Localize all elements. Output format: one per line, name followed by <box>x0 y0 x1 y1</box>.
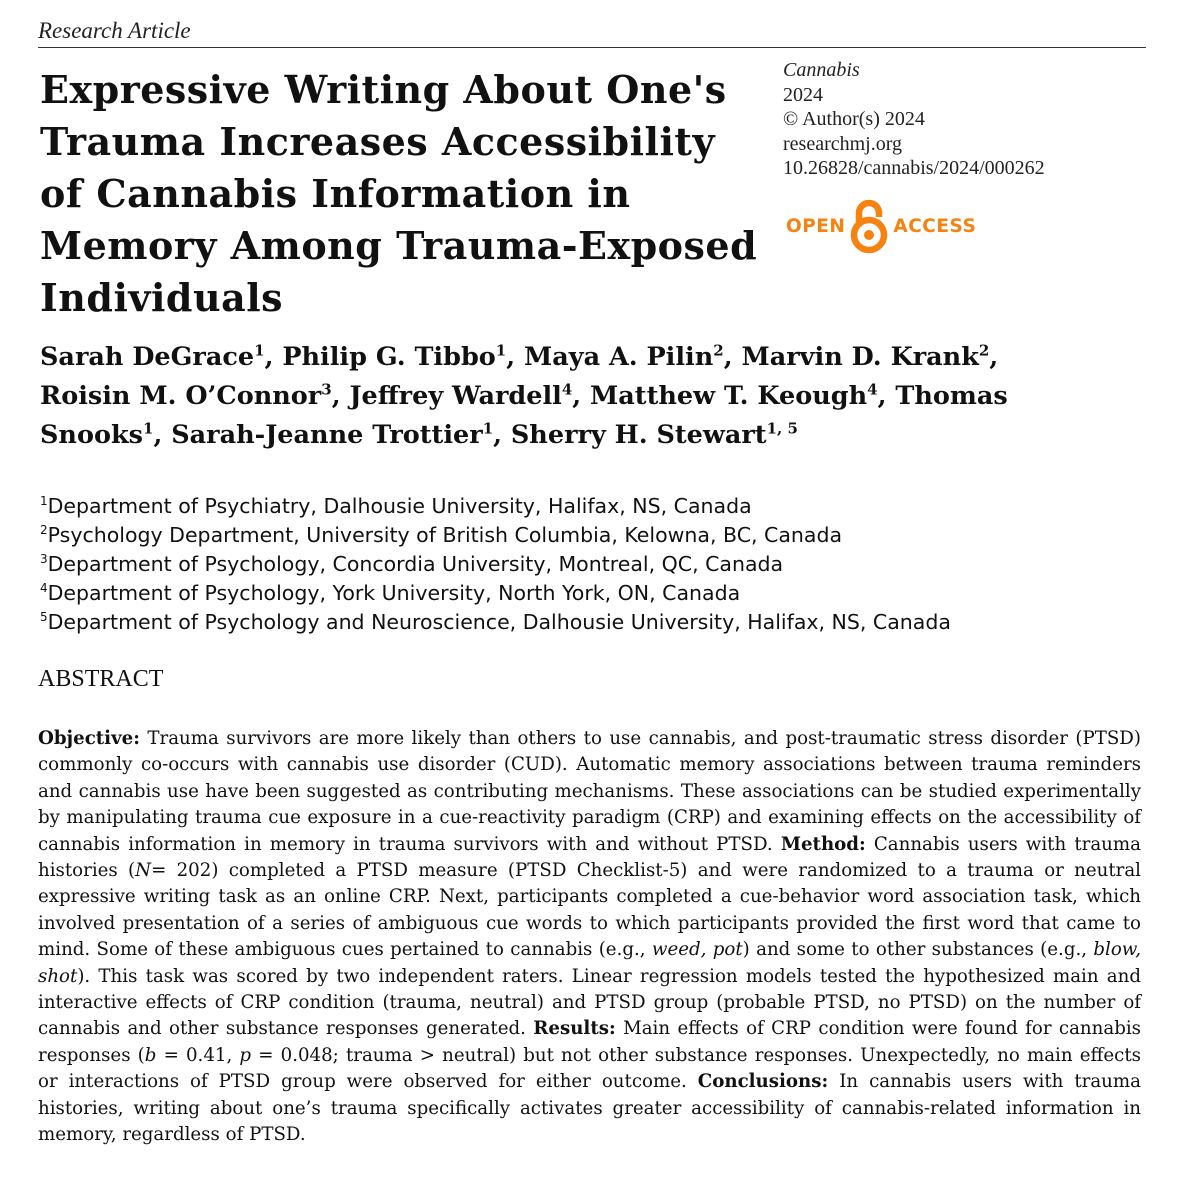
abstract-body <box>38 726 1141 1149</box>
results-text: Main effects of CRP condition were found for cannabis responses ( <box>38 1018 1141 1066</box>
method-text: Cannabis users with trauma histories ( <box>38 833 1141 882</box>
affiliation-number: 1 <box>40 494 48 509</box>
author-name: Roisin M. O’Connor <box>40 381 322 411</box>
affiliation-number: 2 <box>40 523 48 538</box>
author-affiliation-marker: 3 <box>321 380 332 399</box>
b-symbol: b <box>144 1044 157 1066</box>
method-text: ). This task was scored by two independent raters. Linear regression models tested the hypothesized main and interactive effects of CRP condition (trauma, neutral) and PTSD group (probable PTSD, no PTSD) on the number of cannabis and other substance responses generated. <box>38 965 1141 1040</box>
affiliation-text: Department of Psychiatry, Dalhousie University, Halifax, NS, Canada <box>47 494 752 518</box>
affiliation-item <box>40 550 951 579</box>
author-separator: , <box>989 342 999 372</box>
author-name: Sherry H. Stewart <box>510 420 767 450</box>
n-symbol: N <box>135 860 152 882</box>
author-name: Thomas Snooks <box>40 381 1008 450</box>
article-title: Expressive Writing About One's Trauma Increases Accessibility of Cannabis Information in Memory Among Trauma-Exposed Individuals <box>40 67 758 320</box>
author-name: Marvin D. Krank <box>741 342 979 372</box>
header-rule <box>38 47 1146 48</box>
affiliation-text: Department of Psychology and Neuroscience, Dalhousie University, Halifax, NS, Canada <box>47 610 951 634</box>
objective-text: Trauma survivors are more likely than others to use cannabis, and post-traumatic stress disorder (PTSD) commonly co-occurs with cannabis use disorder (CUD). Automatic memory associations between trauma reminders and cannabis use have been suggested as contributing mechanisms. These associations can be studied experimentally by manipulating trauma cue exposure in a cue-reactivity paradigm (CRP) and examining effects on the accessibility of cannabis information in memory in trauma survivors with and without PTSD. <box>38 728 1141 855</box>
abstract-heading: ABSTRACT <box>38 666 164 692</box>
affiliation-number: 5 <box>40 610 48 625</box>
affiliation-text: Department of Psychology, York University, North York, ON, Canada <box>47 581 741 605</box>
author-separator: , <box>493 420 511 450</box>
author-separator: , <box>877 381 896 411</box>
author-name: Maya A. Pilin <box>524 342 714 372</box>
author-affiliation-marker: 1 <box>482 419 494 438</box>
author-name: Matthew T. Keough <box>590 381 868 411</box>
author-affiliation-marker: 1, 5 <box>766 419 798 438</box>
journal-info <box>783 58 1045 181</box>
author-affiliation-marker: 2 <box>978 341 990 360</box>
doi[interactable]: 10.26828/cannabis/2024/000262 <box>783 157 1045 179</box>
affiliation-text: Department of Psychology, Concordia University, Montreal, QC, Canada <box>47 552 784 576</box>
method-text: ) and some to other substances (e.g., <box>742 939 1088 961</box>
open-access-label-left: OPEN <box>786 215 846 237</box>
results-text: = 0.41, <box>163 1044 233 1066</box>
method-text: = 202) completed a PTSD measure (PTSD Checklist-5) and were randomized to a trauma or neutral expressive writing task as an online CRP. Next, participants completed a cue-behavior word association task, which involved presentation of a series of ambiguous cue words to which participants provided the first word that came to mind. Some of these ambiguous cues pertained to cannabis (e.g., <box>38 860 1141 961</box>
affiliation-list <box>40 492 951 637</box>
affiliation-item <box>40 608 951 637</box>
journal-website[interactable]: researchmj.org <box>783 132 903 155</box>
affiliation-number: 3 <box>40 552 48 567</box>
affiliation-item <box>40 579 951 608</box>
p-symbol: p <box>239 1044 252 1066</box>
results-text: = 0.048; trauma > neutral) but not other substance responses. Unexpectedly, no main effects or interactions of PTSD group were observed for either outcome. <box>38 1044 1141 1093</box>
author-name: Philip G. Tibbo <box>282 342 496 372</box>
author-name: Jeffrey Wardell <box>349 381 562 411</box>
journal-name: Cannabis <box>783 59 860 81</box>
affiliation-item <box>40 521 951 550</box>
method-label: Method: <box>780 833 866 855</box>
section-label: Research Article <box>38 18 191 43</box>
journal-year: 2024 <box>783 83 823 106</box>
open-access-lock-icon <box>849 197 889 255</box>
author-separator: , <box>264 342 283 372</box>
author-separator: , <box>331 381 350 411</box>
conclusions-text: In cannabis users with trauma histories, writing about one’s trauma specifically activates greater accessibility of cannabis-related information in memory, regardless of PTSD. <box>38 1071 1141 1146</box>
author-affiliation-marker: 1 <box>143 419 154 438</box>
substance-examples: blow, shot <box>38 939 1141 987</box>
author-name: Sarah-Jeanne Trottier <box>171 420 483 450</box>
author-affiliation-marker: 2 <box>713 341 724 360</box>
author-affiliation-marker: 1 <box>254 341 265 360</box>
copyright: © Author(s) 2024 <box>783 108 925 130</box>
author-separator: , <box>153 420 172 450</box>
author-separator: , <box>723 342 742 372</box>
conclusions-label: Conclusions: <box>697 1071 829 1093</box>
author-affiliation-marker: 4 <box>561 380 573 399</box>
affiliation-text: Psychology Department, University of British Columbia, Kelowna, BC, Canada <box>47 523 843 547</box>
affiliation-item <box>40 492 951 521</box>
objective-label: Objective: <box>38 728 140 749</box>
results-label: Results: <box>533 1018 616 1040</box>
author-affiliation-marker: 1 <box>495 341 507 360</box>
author-separator: , <box>572 381 591 411</box>
author-name: Sarah DeGrace <box>40 342 255 372</box>
affiliation-number: 4 <box>40 581 48 596</box>
open-access-label-right: ACCESS <box>893 215 977 237</box>
author-separator: , <box>506 342 524 372</box>
author-affiliation-marker: 4 <box>867 380 878 399</box>
author-list <box>40 338 1040 455</box>
cannabis-examples: weed, pot <box>651 939 743 961</box>
open-access-badge <box>786 196 976 256</box>
